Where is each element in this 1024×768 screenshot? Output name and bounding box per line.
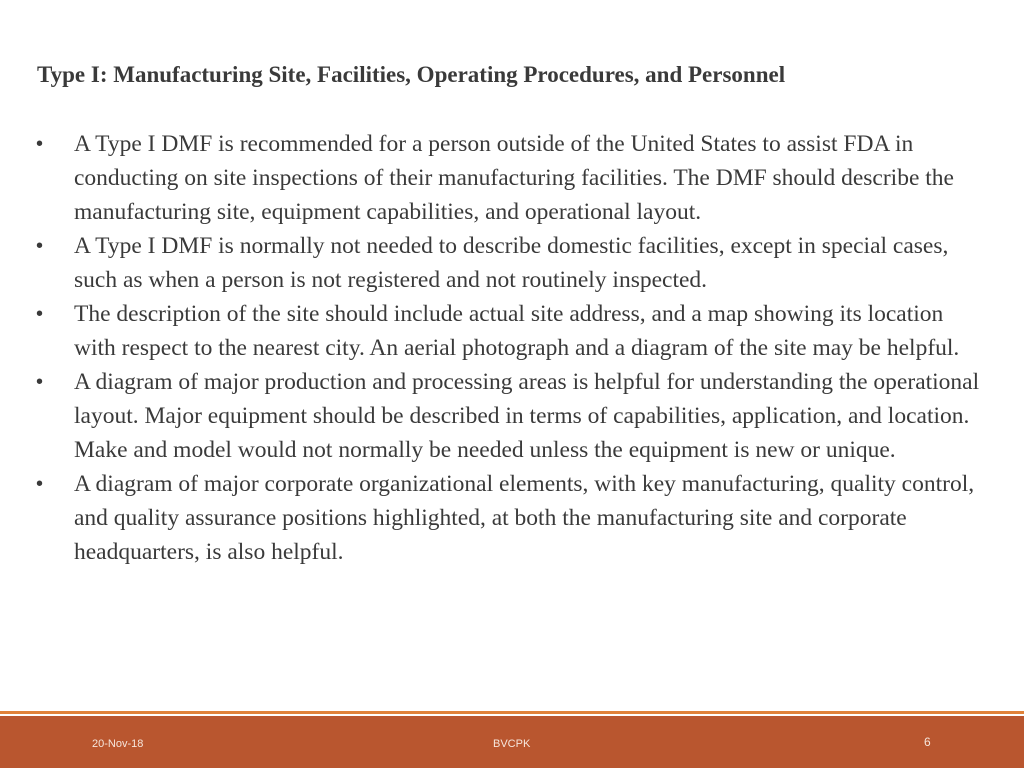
bullet-text: A Type I DMF is recommended for a person outside of the United States to assist FDA in conducting on site inspections of their manufacturing facilities. The DMF should describe the manufacturing site, equipment capabilities, and operational layout. bbox=[74, 131, 954, 225]
bullet-list bbox=[36, 127, 986, 569]
bullet-dot-icon: • bbox=[36, 371, 44, 393]
footer-date: 20-Nov-18 bbox=[92, 738, 144, 750]
footer-center-text: BVCPK bbox=[493, 738, 531, 750]
bullet-item bbox=[36, 365, 986, 467]
bullet-item bbox=[36, 127, 986, 229]
bullet-item bbox=[36, 229, 986, 297]
bullet-dot-icon: • bbox=[36, 133, 44, 155]
bullet-text: A diagram of major production and processing areas is helpful for understanding the operational layout. Major equipment should be described in terms of capabilities, application, and location. Make and model would not normally be needed unless the equipment is new or unique. bbox=[74, 369, 980, 463]
bullet-text: A Type I DMF is normally not needed to describe domestic facilities, except in special cases, such as when a person is not registered and not routinely inspected. bbox=[74, 233, 949, 293]
bullet-item bbox=[36, 297, 986, 365]
bullet-dot-icon: • bbox=[36, 235, 44, 257]
bullet-item bbox=[36, 467, 986, 569]
page-number: 6 bbox=[924, 735, 931, 749]
bullet-dot-icon: • bbox=[36, 473, 44, 495]
bullet-dot-icon: • bbox=[36, 303, 44, 325]
slide-title: Type I: Manufacturing Site, Facilities, Operating Procedures, and Personnel bbox=[37, 62, 786, 87]
footer-accent-line bbox=[0, 711, 1024, 714]
footer-bar bbox=[0, 716, 1024, 768]
bullet-text: The description of the site should include actual site address, and a map showing its location with respect to the nearest city. An aerial photograph and a diagram of the site may be helpful. bbox=[74, 301, 960, 361]
bullet-text: A diagram of major corporate organizational elements, with key manufacturing, quality control, and quality assurance positions highlighted, at both the manufacturing site and corporate headquarters, is also helpful. bbox=[74, 471, 975, 565]
